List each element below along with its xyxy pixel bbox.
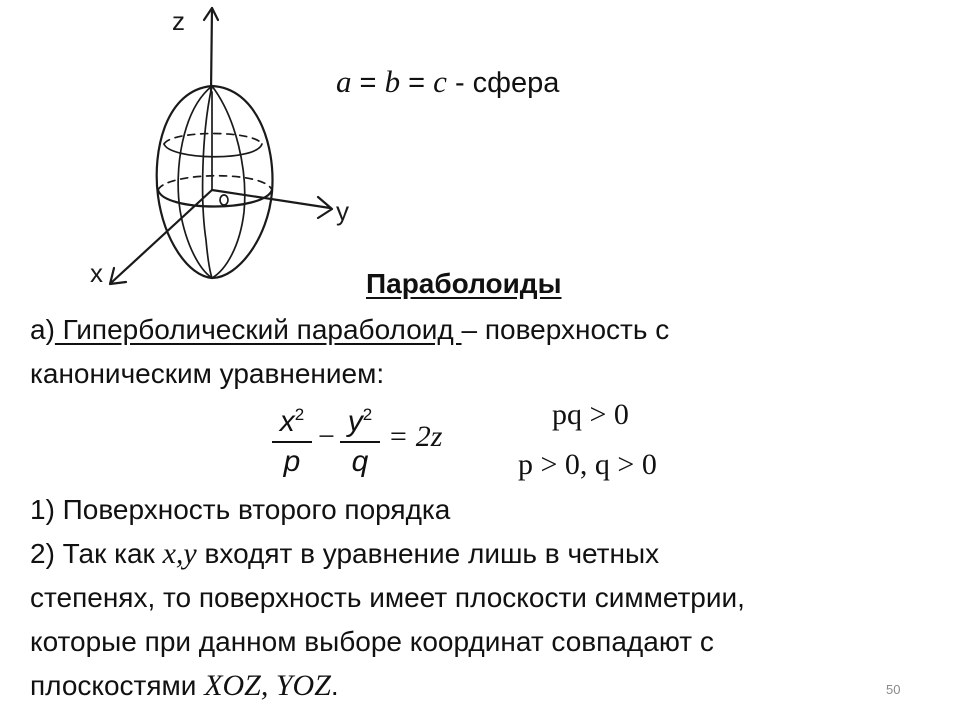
- item-a-line-2: каноническим уравнением:: [30, 358, 385, 389]
- var-c: c: [433, 64, 447, 99]
- equator-hidden: [158, 176, 272, 190]
- item-2-line-3: которые при данном выборе координат совпадают с: [30, 626, 714, 657]
- var-b: b: [384, 64, 401, 99]
- parallel-hidden: [164, 134, 262, 145]
- z-axis: [211, 8, 212, 92]
- ellipsoid-sketch: [60, 0, 390, 300]
- z-axis-label: z: [172, 6, 185, 36]
- item-2-l1-b: входят в уравнение лишь в четных: [196, 538, 660, 569]
- sphere-caption: [336, 64, 559, 100]
- meridian: [212, 86, 245, 278]
- fraction-bar: [340, 441, 380, 443]
- ellipsoid-drawing: [60, 0, 390, 300]
- origin-mark: [220, 195, 228, 205]
- x-axis: [112, 190, 212, 282]
- fraction-x2-p: [272, 398, 312, 479]
- item-a-term: Гиперболический параболоид: [54, 314, 462, 345]
- item-2-l4-a: плоскостями: [30, 670, 205, 701]
- fraction-bar: [272, 441, 312, 443]
- section-title: Параболоиды: [366, 268, 562, 299]
- item-2-planes: XOZ, YOZ: [204, 669, 331, 702]
- item-2-line-2: степенях, то поверхность имеет плоскости симметрии,: [30, 582, 745, 613]
- item-2-vars: x,y: [162, 537, 197, 570]
- denominator-p: p: [283, 445, 301, 478]
- equals-1: =: [351, 67, 385, 99]
- item-2-line-1: [30, 532, 659, 576]
- item-2-l4-b: .: [330, 670, 339, 701]
- item-a-rest: – поверхность с: [461, 314, 670, 345]
- item-2-line-4: [30, 664, 339, 708]
- equator: [158, 190, 272, 207]
- item-1: 1) Поверхность второго порядка: [30, 494, 451, 525]
- condition-pq: pq > 0: [552, 398, 629, 431]
- x-axis-label: x: [90, 258, 103, 288]
- item-a-line-1: [30, 308, 669, 352]
- item-a-prefix: а): [30, 314, 55, 345]
- numerator-y: $y^2$: [347, 405, 373, 438]
- condition-p-q: p > 0, q > 0: [518, 448, 657, 481]
- numerator-x: $x^2$: [279, 405, 305, 438]
- sphere-word: - сфера: [446, 67, 560, 99]
- y-axis-label: y: [336, 196, 349, 226]
- var-a: a: [336, 64, 352, 99]
- parallel: [164, 144, 262, 157]
- minus-sign: −: [318, 420, 335, 453]
- meridian: [203, 86, 212, 278]
- fraction-y2-q: [340, 398, 380, 479]
- equals-2: =: [400, 67, 434, 99]
- equation-rhs: = 2z: [388, 420, 443, 453]
- item-2-l1-a: 2) Так как: [30, 538, 163, 569]
- ellipsoid-outline: [157, 86, 273, 278]
- denominator-q: q: [351, 445, 369, 478]
- page-number: 50: [886, 682, 901, 697]
